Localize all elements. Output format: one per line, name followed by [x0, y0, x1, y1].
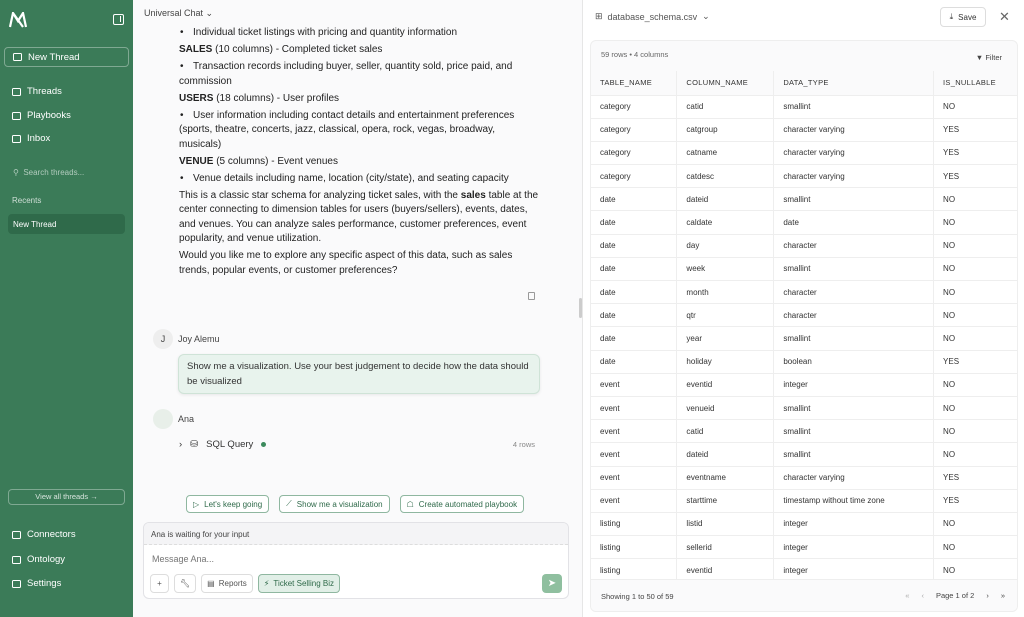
table-cell: YES [934, 118, 1018, 141]
table-cell: caldate [677, 211, 774, 234]
user-message: Show me a visualization. Use your best judgement to decide how the data should be visualized [178, 354, 540, 394]
filename: database_schema.csv [607, 11, 698, 22]
table-cell: dateid [677, 443, 774, 466]
table-row[interactable] [591, 443, 1018, 466]
table-cell: date [591, 211, 677, 234]
reports-button[interactable] [201, 574, 253, 593]
summary [179, 189, 539, 247]
label: Ticket Selling Biz [273, 579, 334, 588]
table-cell: date [774, 211, 934, 234]
table-cell: NO [934, 420, 1018, 443]
heading: SALES [179, 43, 213, 55]
label: Ontology [27, 554, 66, 565]
database-icon: ⛁ [190, 439, 199, 450]
sidebar-item-settings[interactable] [12, 578, 61, 589]
table-cell: boolean [774, 350, 934, 373]
column-header[interactable]: DATA_TYPE [774, 71, 934, 95]
chat-area [133, 0, 582, 617]
label: Settings [27, 578, 62, 589]
sidebar-item-ontology[interactable] [12, 554, 65, 565]
table-row[interactable] [591, 141, 1018, 164]
send-button[interactable]: ➤ [542, 574, 562, 593]
table-cell: event [591, 489, 677, 512]
table-cell: sellerid [677, 536, 774, 559]
view-all-threads-button[interactable]: View all threads → [8, 489, 125, 505]
table-cell: smallint [774, 420, 934, 443]
table-cell: venueid [677, 396, 774, 419]
chat-title: Universal Chat [144, 8, 204, 18]
table-cell: catgroup [677, 118, 774, 141]
sidebar-item-connectors[interactable] [12, 529, 76, 540]
table-cell: character varying [774, 466, 934, 489]
table-cell: date [591, 257, 677, 280]
file-panel [582, 0, 1024, 617]
label: Let's keep going [204, 499, 263, 509]
text: (18 columns) - User profiles [213, 92, 340, 104]
table-cell: integer [774, 373, 934, 396]
table-cell: YES [934, 141, 1018, 164]
table-row[interactable] [591, 536, 1018, 559]
table-cell: NO [934, 257, 1018, 280]
book-icon [12, 112, 21, 120]
settings-icon [12, 580, 21, 588]
table-row[interactable] [591, 327, 1018, 350]
data-table [591, 71, 1018, 582]
new-thread-label: New Thread [28, 51, 80, 63]
table-row[interactable] [591, 420, 1018, 443]
row-count: 4 rows [512, 440, 535, 449]
chevron-down-icon: ⌄ [702, 11, 710, 21]
first-page-button[interactable]: « [905, 591, 910, 600]
label: Playbooks [27, 110, 71, 121]
table-cell: event [591, 420, 677, 443]
table-cell: NO [934, 512, 1018, 535]
search-placeholder: Search threads... [23, 168, 85, 177]
wrench-icon: 🔧︎ [180, 579, 191, 588]
label: Threads [27, 86, 62, 97]
pagination [591, 579, 1018, 611]
table-cell: smallint [774, 396, 934, 419]
table-cell: category [591, 165, 677, 188]
label: Create automated playbook [418, 499, 518, 509]
table-cell: month [677, 281, 774, 304]
copy-icon[interactable] [528, 292, 535, 300]
table-cell: year [677, 327, 774, 350]
column-header[interactable]: IS_NULLABLE [934, 71, 1018, 95]
suggestion-keep-going[interactable] [186, 495, 269, 513]
close-icon[interactable]: ✕ [999, 9, 1010, 24]
table-cell: YES [934, 165, 1018, 188]
table-cell: category [591, 95, 677, 118]
table-row[interactable] [591, 257, 1018, 280]
assistant-avatar [153, 409, 173, 429]
table-row[interactable] [591, 95, 1018, 118]
inbox-icon [12, 135, 21, 143]
column-header[interactable]: COLUMN_NAME [677, 71, 774, 95]
chart-icon: ⟋ [286, 499, 292, 508]
section-sales [179, 43, 539, 58]
table-cell: NO [934, 281, 1018, 304]
next-page-button[interactable]: › [986, 591, 989, 600]
table-cell: character [774, 234, 934, 257]
save-button[interactable] [940, 7, 986, 27]
table-cell: NO [934, 373, 1018, 396]
table-cell: integer [774, 536, 934, 559]
table-cell: category [591, 118, 677, 141]
table-row[interactable] [591, 234, 1018, 257]
table-cell: listid [677, 512, 774, 535]
showing-text: Showing 1 to 50 of 59 [601, 592, 674, 601]
table-row[interactable] [591, 512, 1018, 535]
table-cell: NO [934, 396, 1018, 419]
table-cell: date [591, 188, 677, 211]
table-cell: eventid [677, 373, 774, 396]
text: sales [460, 189, 486, 201]
status-text: Ana is waiting for your input [144, 523, 568, 545]
chat-selector[interactable] [144, 8, 213, 19]
document-icon: ▤ [207, 579, 215, 588]
bullet: • Transaction records including buyer, seller, quantity sold, price paid, and commission [179, 60, 539, 89]
table-cell: week [677, 257, 774, 280]
text: This is a classic star schema for analyzing ticket sales, with the [179, 189, 461, 201]
bullet: • User information including contact details and entertainment preferences (sports, theatre, concerts, jazz, classical, opera, rock, vegas, broadway, musicals) [179, 109, 539, 153]
app-logo[interactable] [9, 12, 27, 28]
table-cell: character [774, 281, 934, 304]
new-thread-button[interactable] [4, 47, 129, 67]
sidebar-item-inbox[interactable] [12, 133, 50, 144]
user-name: Joy Alemu [178, 334, 220, 344]
filter-button[interactable] [976, 53, 1002, 62]
table-cell: integer [774, 512, 934, 535]
table-row[interactable] [591, 396, 1018, 419]
recent-thread[interactable]: New Thread [8, 214, 125, 234]
label: Filter [985, 53, 1002, 62]
chevron-right-icon: › [179, 439, 183, 450]
label: Save [958, 12, 977, 22]
chevron-down-icon: ⌄ [205, 8, 214, 18]
assistant-message [179, 26, 539, 281]
label: Show me a visualization [296, 499, 383, 509]
table-cell: date [591, 304, 677, 327]
label: Connectors [27, 529, 76, 540]
table-row[interactable] [591, 211, 1018, 234]
threads-icon [12, 88, 21, 96]
data-table-card [590, 40, 1018, 612]
text: (10 columns) - Completed ticket sales [212, 43, 383, 55]
section-venue [179, 155, 539, 170]
table-cell: smallint [774, 257, 934, 280]
table-cell: dateid [677, 188, 774, 211]
text: (5 columns) - Event venues [213, 155, 338, 167]
table-cell: YES [934, 489, 1018, 512]
plug-icon: ⚡︎ [263, 579, 270, 588]
table-row[interactable] [591, 304, 1018, 327]
suggestion-visualization[interactable] [279, 495, 389, 513]
filter-icon: ▼ [975, 53, 984, 62]
bullet: • Individual ticket listings with pricing and quantity information [179, 26, 539, 41]
table-cell: NO [934, 304, 1018, 327]
last-page-button[interactable]: » [1000, 591, 1005, 600]
table-cell: catid [677, 420, 774, 443]
table-cell: NO [934, 234, 1018, 257]
table-cell: eventid [677, 559, 774, 582]
table-row[interactable] [591, 165, 1018, 188]
table-cell: character [774, 304, 934, 327]
play-icon: ▷ [193, 499, 200, 509]
edit-icon [13, 53, 22, 61]
table-cell: event [591, 466, 677, 489]
table-icon: ⊞ [595, 11, 603, 21]
table-cell: holiday [677, 350, 774, 373]
table-cell: catdesc [677, 165, 774, 188]
table-cell: integer [774, 559, 934, 582]
table-cell: listing [591, 512, 677, 535]
table-cell: eventname [677, 466, 774, 489]
message-input[interactable] [144, 545, 568, 573]
tool-name: SQL Query [206, 439, 254, 450]
sidebar-item-threads[interactable] [12, 86, 62, 97]
table-cell: date [591, 327, 677, 350]
suggestion-playbook[interactable] [400, 495, 524, 513]
table-cell: NO [934, 327, 1018, 350]
table-cell: category [591, 141, 677, 164]
prev-page-button[interactable]: ‹ [921, 591, 924, 600]
composer [143, 522, 569, 599]
heading: USERS [179, 92, 214, 104]
table-cell: date [591, 234, 677, 257]
question: Would you like me to explore any specific aspect of this data, such as sales trends, popular events, or customer preferences? [179, 250, 513, 277]
table-cell: NO [934, 559, 1018, 582]
table-cell: event [591, 396, 677, 419]
search-threads-input[interactable]: ⚲ Search threads... [13, 168, 85, 177]
table-cell: smallint [774, 188, 934, 211]
tools-button[interactable] [174, 574, 196, 593]
table-cell: character varying [774, 165, 934, 188]
table-cell: NO [934, 443, 1018, 466]
section-users [179, 92, 539, 107]
sidebar-item-playbooks[interactable] [12, 110, 71, 121]
heading: VENUE [179, 155, 214, 167]
robot-icon: ☖ [406, 499, 414, 509]
table-cell: NO [934, 95, 1018, 118]
table-row[interactable] [591, 373, 1018, 396]
table-row[interactable] [591, 281, 1018, 304]
ontology-icon [12, 556, 21, 564]
table-cell: character varying [774, 118, 934, 141]
table-cell: YES [934, 350, 1018, 373]
table-meta: 59 rows • 4 columns [601, 50, 669, 59]
user-avatar: J [153, 329, 173, 349]
table-cell: listing [591, 559, 677, 582]
table-cell: smallint [774, 327, 934, 350]
label: Inbox [27, 133, 51, 144]
status-dot [261, 442, 266, 447]
table-cell: event [591, 373, 677, 396]
table-cell: event [591, 443, 677, 466]
bullet: • Venue details including name, location (city/state), and seating capacity [179, 172, 539, 187]
table-row[interactable] [591, 466, 1018, 489]
table-cell: qtr [677, 304, 774, 327]
table-cell: listing [591, 536, 677, 559]
table-cell: catname [677, 141, 774, 164]
table-cell: timestamp without time zone [774, 489, 934, 512]
table-cell: day [677, 234, 774, 257]
table-cell: NO [934, 188, 1018, 211]
table-cell: NO [934, 211, 1018, 234]
suggestions [186, 495, 524, 513]
page-indicator: Page 1 of 2 [935, 591, 975, 600]
sidebar [0, 0, 133, 617]
table-cell: character varying [774, 141, 934, 164]
table-row[interactable] [591, 188, 1018, 211]
label: Reports [218, 579, 247, 588]
collapse-sidebar-icon[interactable] [113, 14, 124, 25]
add-button[interactable]: + [150, 574, 169, 593]
sql-query-step[interactable] [179, 439, 535, 450]
text: table at the center connecting to dimension tables for users (buyers/sellers), events, dates, and venues. You can analyze sales performance, customer preferences, event popularity, and venue utilization. [179, 189, 539, 245]
table-cell: date [591, 281, 677, 304]
table-cell: date [591, 350, 677, 373]
context-button[interactable] [258, 574, 340, 593]
column-header[interactable]: TABLE_NAME [591, 71, 677, 95]
table-cell: smallint [774, 443, 934, 466]
table-row[interactable] [591, 489, 1018, 512]
table-cell: starttime [677, 489, 774, 512]
recents-heading: Recents [12, 196, 42, 205]
table-cell: catid [677, 95, 774, 118]
table-cell: smallint [774, 95, 934, 118]
table-row[interactable] [591, 350, 1018, 373]
connectors-icon [12, 531, 21, 539]
table-row[interactable] [591, 118, 1018, 141]
table-cell: NO [934, 536, 1018, 559]
assistant-name: Ana [178, 414, 195, 424]
file-selector[interactable] [595, 11, 710, 22]
download-icon: ⤓ [949, 12, 954, 21]
table-cell: YES [934, 466, 1018, 489]
